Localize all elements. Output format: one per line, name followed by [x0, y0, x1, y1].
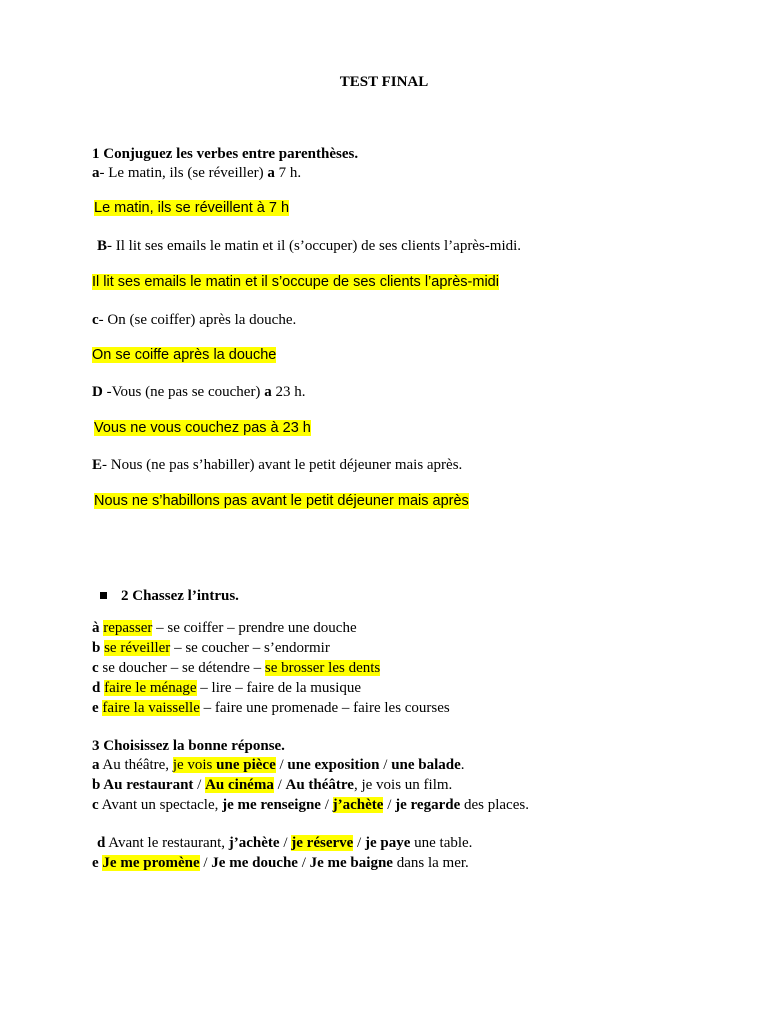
answer-d: Vous ne vous couchez pas à 23 h: [94, 420, 311, 436]
choice-line-b: b Au restaurant / Au cinéma / Au théâtre, je vois un film.: [92, 777, 453, 793]
section1-heading: 1 Conjuguez les verbes entre parenthèses.: [92, 146, 359, 162]
answer-b: Il lit ses emails le matin et il s’occupe de ses clients l’après-midi: [92, 274, 499, 290]
intrus-line: e faire la vaisselle – faire une promenade – faire les courses: [92, 700, 450, 716]
choice-line-d: d Avant le restaurant, j’achète / je réserve / je paye une table.: [97, 835, 473, 851]
answer-e: Nous ne s’habillons pas avant le petit déjeuner mais après: [94, 493, 469, 509]
question-c: c- On (se coiffer) après la douche.: [92, 312, 297, 328]
section2-heading: 2 Chassez l’intrus.: [100, 587, 239, 605]
intrus-line: à repasser – se coiffer – prendre une douche: [92, 620, 357, 636]
choice-line-e: e Je me promène / Je me douche / Je me baigne dans la mer.: [92, 855, 469, 871]
bullet-icon: [100, 592, 107, 599]
question-e: E- Nous (ne pas s’habiller) avant le petit déjeuner mais après.: [92, 457, 463, 473]
choice-line-a: a Au théâtre, je vois une pièce / une exposition / une balade.: [92, 757, 465, 773]
intrus-line: c se doucher – se détendre – se brosser les dents: [92, 660, 381, 676]
section3-heading: 3 Choisissez la bonne réponse.: [92, 738, 285, 754]
answer-c: On se coiffe après la douche: [92, 347, 277, 363]
intrus-line: d faire le ménage – lire – faire de la musique: [92, 680, 362, 696]
intrus-line: b se réveiller – se coucher – s’endormir: [92, 640, 330, 656]
question-d: D -Vous (ne pas se coucher) a 23 h.: [92, 384, 306, 400]
answer-a: Le matin, ils se réveillent à 7 h: [94, 200, 290, 216]
page-title: TEST FINAL: [339, 74, 429, 90]
question-b: B- Il lit ses emails le matin et il (s’occuper) de ses clients l’après-midi.: [97, 238, 522, 254]
choice-line-c: c Avant un spectacle, je me renseigne / j’achète / je regarde des places.: [92, 797, 529, 813]
question-a: a- Le matin, ils (se réveiller) a 7 h.: [92, 165, 302, 181]
